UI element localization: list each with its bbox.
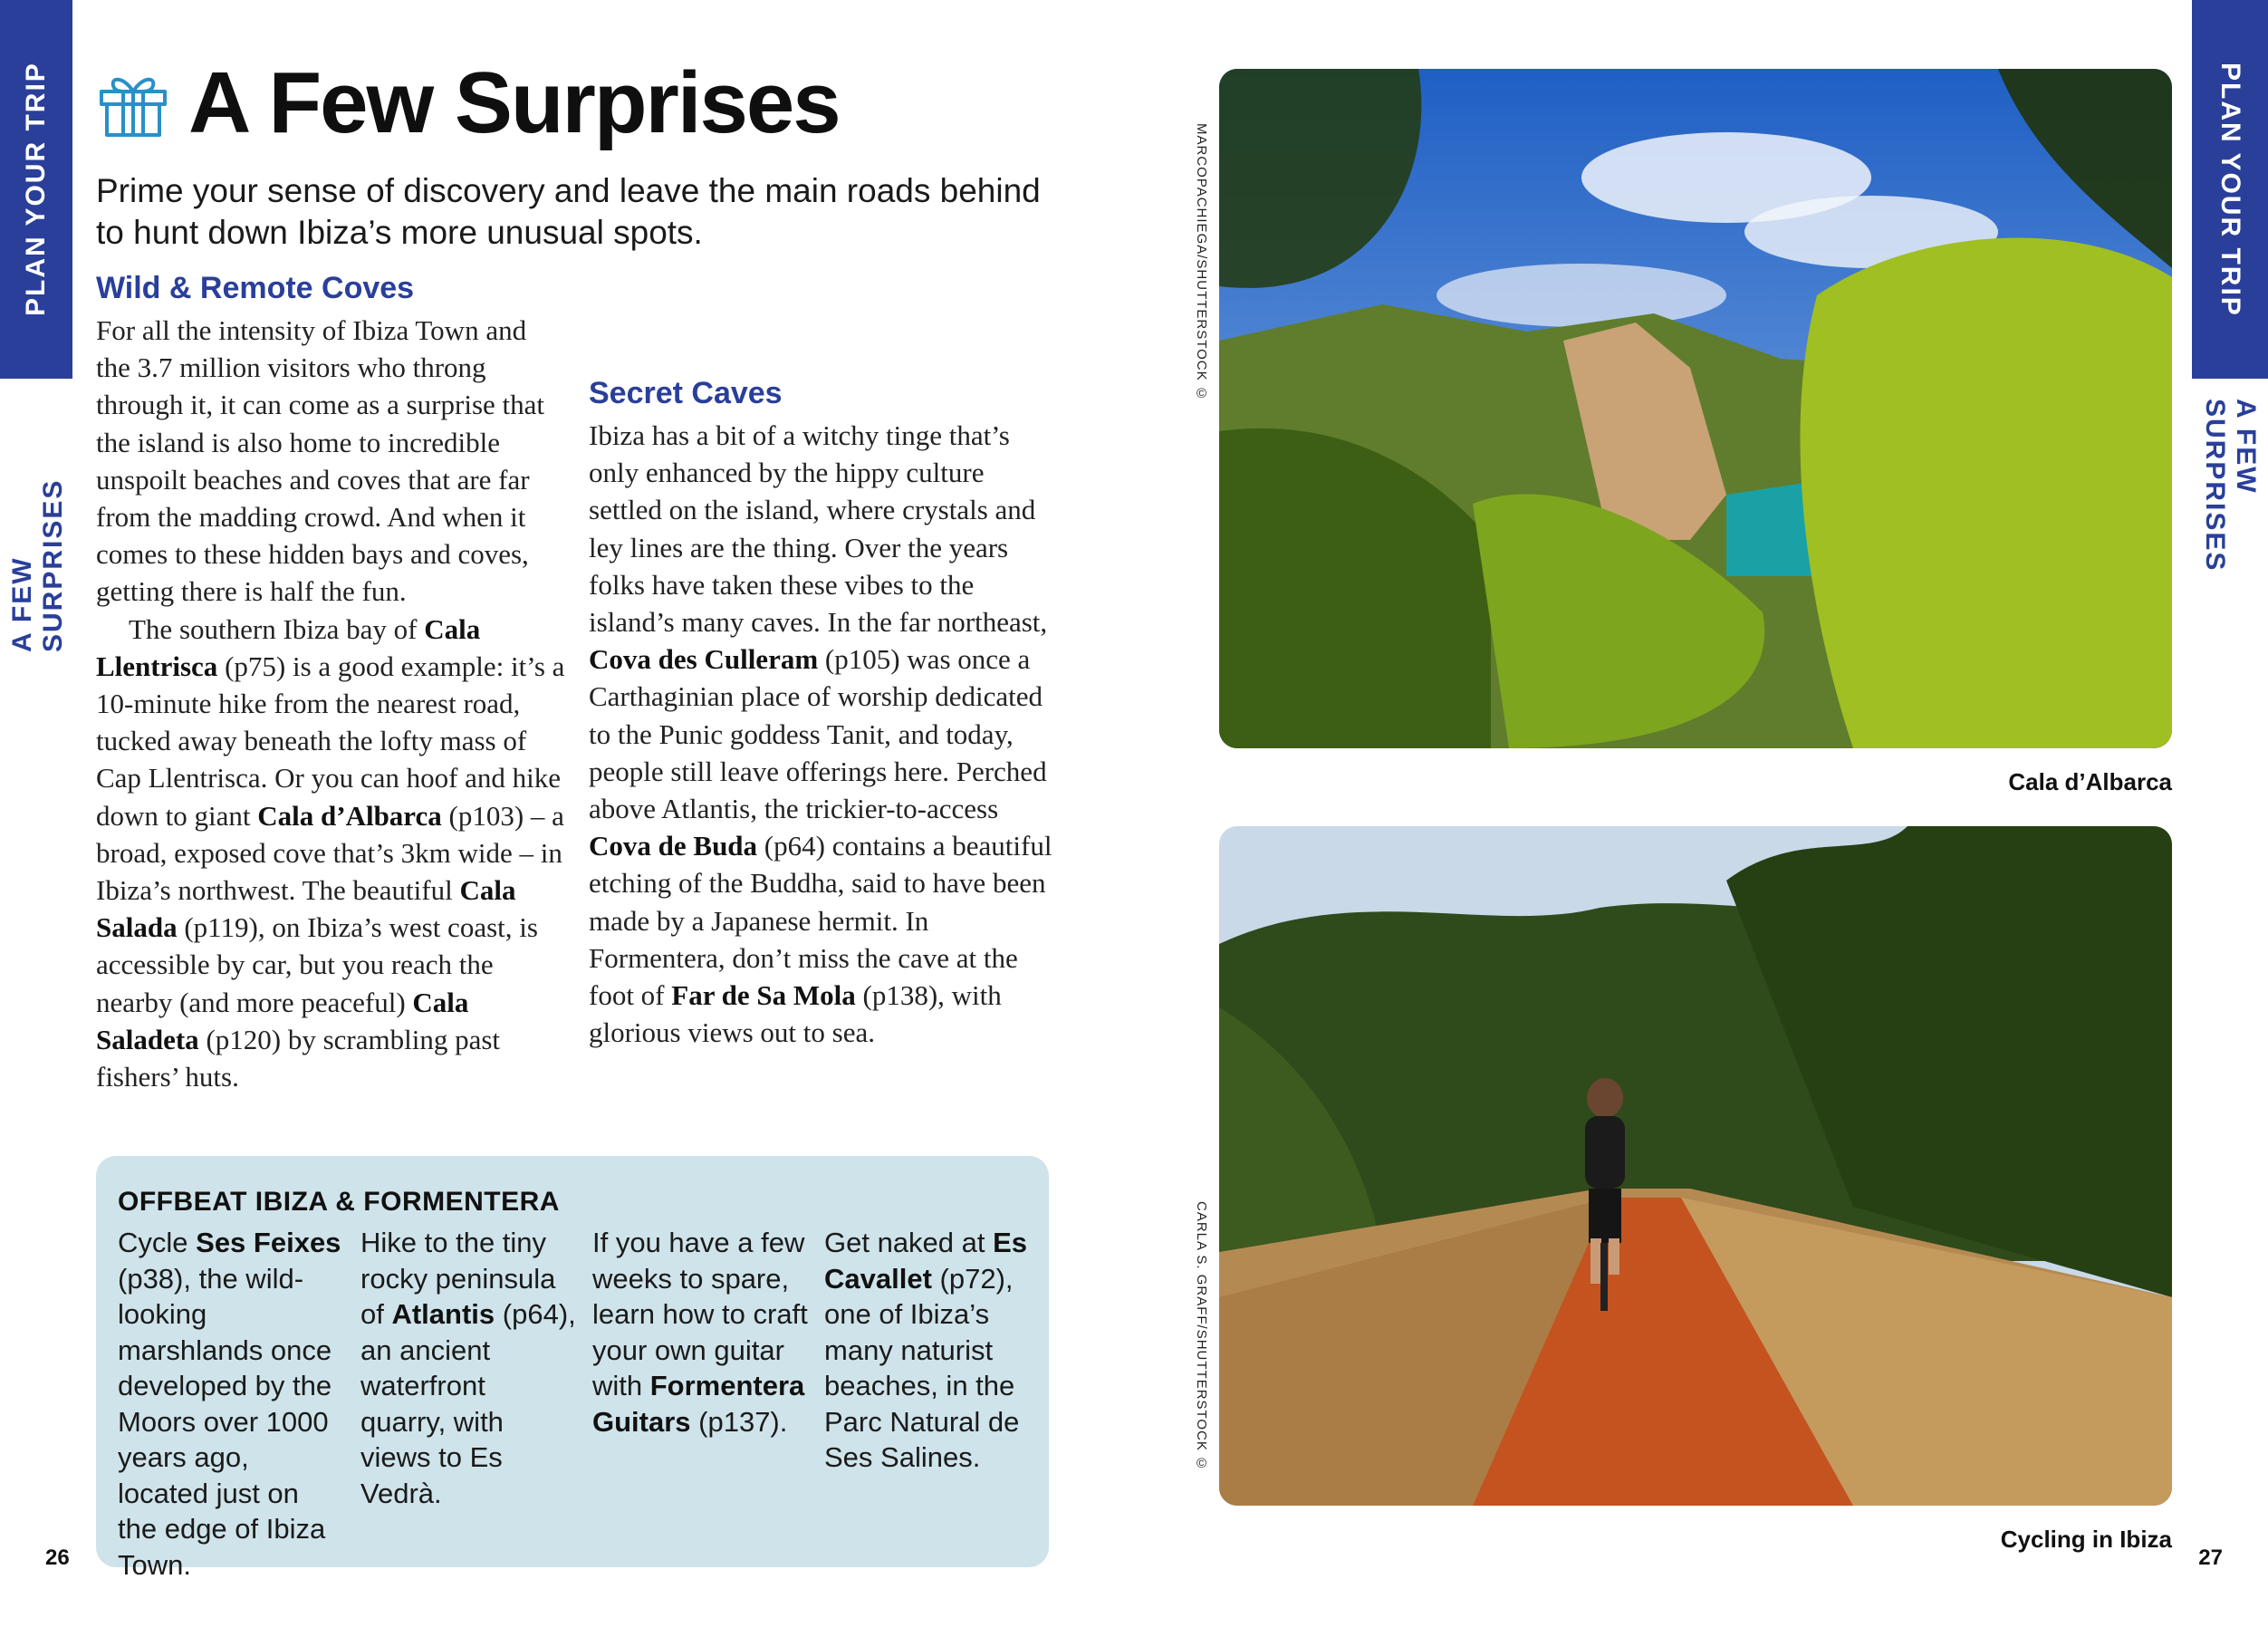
- gift-icon: [96, 66, 170, 140]
- paragraph: The southern Ibiza bay of Cala Llentrisca (p75) is a good example: it’s a 10-minute hike from the nearest road, tucked away beneath the lofty mass of Cap Llentrisca. Or you can hoof and hike down to giant Cala d’Albarca (p103) – a broad, exposed cove that’s 3km wide – in Ibiza’s northwest. The beautiful Cala Salada (p119), on Ibiza’s west coast, is accessible by car, but you reach the nearby (and more peaceful) Cala Saladeta (p120) by scrambling past fishers’ huts.: [96, 612, 565, 1093]
- box-column-4: Get naked at Es Cavallet (p72), one of Ibiza’s many naturist beaches, in the Parc Natural de Ses Salines.: [824, 1227, 1028, 1473]
- text-column-2: [589, 373, 1060, 1051]
- paragraph: For all the intensity of Ibiza Town and the 3.7 million visitors who throng through it, it can come as a surprise that the island is also home to incredible unspoilt beaches and coves that are far from the madding crowd. And when it comes to these hidden bays and coves, getting there is half the fun.: [96, 314, 545, 608]
- page-number-left: 26: [45, 1546, 70, 1570]
- box-title: OFFBEAT IBIZA & FORMENTERA: [118, 1187, 560, 1217]
- photo-cala-dalbarca: [1219, 69, 2172, 748]
- box-column-3: If you have a few weeks to spare, learn how to craft your own guitar with Formentera Guitars (p137).: [592, 1227, 808, 1438]
- paragraph: Ibiza has a bit of a witchy tinge that’s only enhanced by the hippy culture settled on the island, where crystals and ley lines are the thing. Over the years folks have taken these vibes to the island’s many caves. In the far northeast, Cova des Culleram (p105) was once a Carthaginian place of worship dedicated to the Punic goddess Tanit, and today, people still leave offerings here. Perched above Atlantis, the trickier-to-access Cova de Buda (p64) contains a beautiful etching of the Buddha, said to have been made by a Japanese hermit. In Formentera, don’t miss the cave at the foot of Far de Sa Mola (p138), with glorious views out to sea.: [589, 419, 1052, 1049]
- box-column-2: Hike to the tiny rocky peninsula of Atlantis (p64), an ancient waterfront quarry, with views to Es Vedrà.: [360, 1227, 576, 1509]
- section-tab-left: PLAN YOUR TRIP: [0, 0, 72, 379]
- photo-caption-1: Cala d’Albarca: [2008, 768, 2172, 795]
- offbeat-box: [96, 1156, 1049, 1581]
- photo-credit-1: MARCOPACHIEGA/SHUTTERSTOCK ©: [1194, 123, 1209, 402]
- chapter-label-left: A FEW SURPRISES: [7, 478, 68, 652]
- photo-credit-2: CARLA S. GRAFF/SHUTTERSTOCK ©: [1194, 1201, 1209, 1473]
- box-column-1: Cycle Ses Feixes (p38), the wild-looking marshlands once developed by the Moors over 1000 years ago, located just on the edge of Ibiza Town.: [118, 1227, 341, 1581]
- chapter-label-right: A FEW SURPRISES: [2200, 399, 2261, 573]
- text-column-1: [96, 268, 567, 1095]
- section-tab-right: PLAN YOUR TRIP: [2192, 0, 2268, 379]
- page-number-right: 27: [2198, 1546, 2223, 1570]
- section-heading-caves: Secret Caves: [589, 376, 783, 410]
- photo-caption-2: Cycling in Ibiza: [2000, 1526, 2172, 1553]
- page-header: [96, 54, 840, 151]
- section-heading-coves: Wild & Remote Coves: [96, 271, 415, 305]
- intro-text: Prime your sense of discovery and leave the main roads behind to hunt down Ibiza’s more unusual spots.: [96, 172, 1041, 251]
- photo-cycling-in-ibiza: [1219, 826, 2172, 1506]
- page-title: A Few Surprises: [188, 54, 840, 151]
